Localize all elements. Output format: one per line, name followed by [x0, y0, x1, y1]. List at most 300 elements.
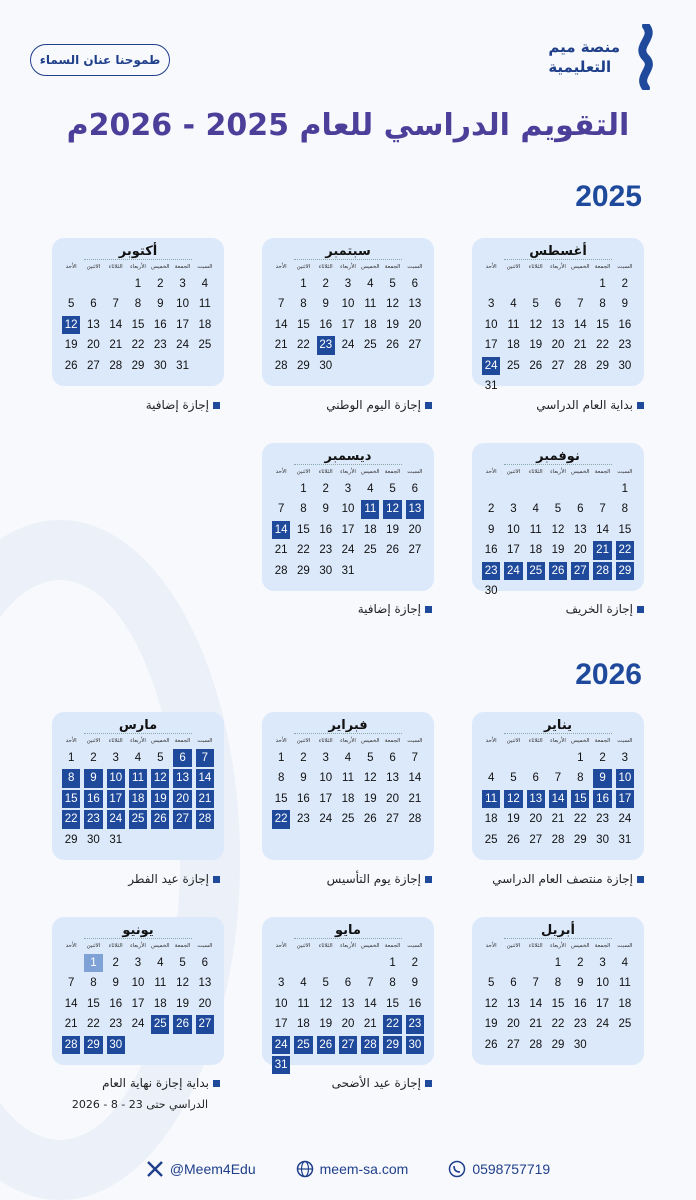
day-empty [294, 1056, 312, 1074]
day-cell: 20 [573, 544, 587, 557]
day-cell: 28 [593, 562, 611, 580]
weekday-label: الأربعاء [340, 738, 356, 744]
day-cell: 10 [596, 977, 609, 990]
day-cell: 3 [344, 483, 352, 495]
day-cell: 7 [411, 752, 419, 764]
day-cell: 21 [363, 1018, 377, 1031]
day-cell: 11 [297, 997, 310, 1010]
day-cell: 8 [389, 977, 396, 990]
weekday-label: الثلاثاء [528, 738, 543, 744]
day-empty [129, 831, 147, 849]
day-cell: 29 [297, 564, 310, 577]
day-cell: 25 [294, 1036, 312, 1054]
day-cell: 3 [510, 503, 517, 516]
day-cell: 19 [386, 318, 399, 331]
day-cell: 15 [87, 997, 100, 1010]
legend-text: إجازة إضافية [145, 398, 209, 412]
day-cell: 20 [341, 1018, 355, 1031]
day-cell: 21 [593, 541, 611, 559]
day-empty [361, 954, 379, 972]
day-cell: 22 [131, 339, 145, 352]
day-cell: 25 [151, 1015, 169, 1033]
day-cell: 4 [157, 957, 164, 969]
day-cell: 1 [277, 752, 285, 764]
day-cell: 15 [596, 318, 609, 331]
day-cell: 17 [484, 339, 498, 352]
month-name: أبريل [504, 923, 612, 939]
day-cell: 29 [131, 359, 145, 372]
day-empty [196, 1036, 214, 1054]
day-empty [383, 1056, 401, 1074]
legend-text: بداية إجازة نهاية العام [102, 1076, 209, 1090]
day-cell: 31 [176, 359, 189, 372]
day-cell: 11 [198, 298, 211, 311]
day-cell: 16 [593, 790, 611, 808]
day-cell: 18 [484, 813, 498, 826]
month-card-apr [472, 917, 644, 1065]
day-cell: 1 [599, 278, 606, 290]
legend-marker [213, 1080, 220, 1087]
days-grid [480, 953, 636, 1055]
month-card-aug [472, 238, 644, 392]
day-cell: 17 [616, 790, 634, 808]
legend-text: إجازة يوم التأسيس [326, 872, 421, 886]
day-cell: 3 [344, 278, 352, 290]
weekday-label: الجمعة [594, 738, 611, 744]
legend-sep [326, 398, 432, 412]
day-cell: 22 [616, 541, 634, 559]
weekday-label: الثلاثاء [108, 943, 123, 949]
day-empty [616, 1036, 634, 1054]
days-grid [270, 274, 426, 376]
day-cell: 9 [487, 523, 495, 536]
day-cell: 18 [363, 318, 377, 331]
day-cell: 30 [573, 1038, 587, 1051]
day-cell: 24 [482, 357, 500, 375]
day-cell: 26 [363, 813, 377, 826]
weekday-header [270, 262, 426, 272]
legend-text: إجازة الخريف [565, 602, 633, 616]
day-cell: 19 [64, 339, 78, 352]
day-cell: 27 [571, 562, 589, 580]
day-empty [317, 1056, 335, 1074]
day-cell: 4 [134, 752, 142, 764]
day-cell: 6 [411, 483, 419, 495]
legend-marker [425, 1080, 432, 1087]
day-cell: 20 [173, 790, 191, 808]
day-cell: 2 [322, 278, 329, 290]
day-cell: 18 [529, 544, 543, 557]
day-cell: 11 [364, 298, 377, 311]
day-cell: 27 [173, 810, 191, 828]
day-empty [527, 275, 545, 293]
day-empty [527, 480, 545, 498]
day-cell: 22 [383, 1015, 401, 1033]
weekday-label: الثلاثاء [318, 943, 333, 949]
day-cell: 23 [573, 1018, 587, 1031]
day-cell: 21 [573, 339, 587, 352]
weekday-label: الثلاثاء [528, 264, 543, 270]
day-cell: 15 [131, 318, 145, 331]
day-cell: 18 [297, 1018, 310, 1031]
day-cell: 13 [341, 997, 355, 1010]
day-cell: 10 [176, 298, 189, 311]
weekday-label: الثلاثاء [318, 469, 333, 475]
day-cell: 5 [510, 772, 517, 785]
day-cell: 29 [551, 1038, 565, 1051]
legend-oct [146, 398, 220, 412]
day-cell: 14 [363, 997, 377, 1010]
day-cell: 14 [274, 318, 288, 331]
day-cell: 7 [532, 977, 539, 990]
day-cell: 27 [529, 833, 543, 846]
day-cell: 4 [532, 503, 539, 516]
weekday-label: السبت [407, 943, 423, 949]
day-cell: 7 [277, 298, 285, 311]
day-cell: 31 [484, 379, 498, 392]
day-cell: 9 [411, 977, 419, 990]
day-cell: 19 [551, 544, 565, 557]
day-cell: 17 [107, 790, 125, 808]
day-cell: 10 [131, 977, 145, 990]
weekday-label: السبت [617, 738, 633, 744]
day-cell: 17 [274, 1018, 288, 1031]
weekday-header [60, 941, 216, 951]
legend-nov [566, 602, 644, 616]
day-cell: 6 [510, 977, 517, 990]
day-empty [272, 480, 290, 498]
day-empty [527, 377, 545, 395]
day-cell: 27 [339, 1036, 357, 1054]
weekday-label: الثلاثاء [108, 738, 123, 744]
weekday-label: الخميس [570, 738, 590, 744]
weekday-label: الأربعاء [550, 738, 566, 744]
day-empty [482, 749, 500, 767]
brand-line-1: منصة ميم [548, 38, 620, 56]
day-cell: 6 [173, 749, 191, 767]
footer-site[interactable] [296, 1160, 409, 1178]
day-cell: 10 [319, 772, 333, 785]
day-cell: 5 [157, 752, 164, 764]
day-cell: 24 [341, 339, 355, 352]
day-cell: 19 [529, 339, 543, 352]
day-cell: 19 [319, 1018, 333, 1031]
day-cell: 24 [596, 1018, 609, 1031]
day-cell: 20 [386, 792, 399, 805]
day-empty [272, 954, 290, 972]
day-empty [151, 1036, 169, 1054]
days-grid [60, 274, 216, 376]
day-cell: 13 [173, 769, 191, 787]
day-cell: 16 [109, 997, 123, 1010]
day-cell: 12 [386, 298, 399, 311]
day-cell: 19 [386, 523, 399, 536]
brand-line-2: التعليمية [548, 58, 612, 76]
day-empty [549, 275, 567, 293]
day-cell: 26 [173, 1015, 191, 1033]
day-cell: 17 [341, 523, 355, 536]
day-cell: 21 [64, 1018, 78, 1031]
day-cell: 31 [109, 833, 123, 846]
weekday-label: الخميس [360, 469, 380, 475]
day-cell: 31 [341, 564, 355, 577]
day-empty [482, 275, 500, 293]
day-cell: 18 [129, 790, 147, 808]
day-cell: 8 [134, 298, 142, 311]
day-cell: 15 [297, 523, 310, 536]
weekday-label: السبت [197, 738, 213, 744]
day-cell: 30 [153, 359, 167, 372]
day-empty [593, 1036, 611, 1054]
day-cell: 16 [408, 997, 422, 1010]
day-empty [339, 357, 357, 375]
day-cell: 10 [274, 997, 288, 1010]
day-cell: 17 [507, 544, 520, 557]
month-name: أغسطس [504, 244, 612, 260]
day-cell: 1 [554, 957, 562, 969]
day-cell: 19 [507, 813, 520, 826]
weekday-label: الأربعاء [130, 264, 146, 270]
month-card-nov [472, 443, 644, 597]
globe-icon [296, 1160, 314, 1178]
day-cell: 7 [577, 298, 584, 311]
day-cell: 23 [153, 339, 167, 352]
day-cell: 25 [341, 813, 355, 826]
legend-marker [425, 606, 432, 613]
legend-aug [536, 398, 644, 412]
weekday-label: الاثنين [86, 943, 101, 949]
day-cell: 11 [482, 790, 500, 808]
day-cell: 17 [319, 792, 333, 805]
day-empty [129, 1036, 147, 1054]
legend-marker [213, 876, 220, 883]
weekday-header [60, 262, 216, 272]
day-cell: 30 [618, 359, 632, 372]
weekday-header [480, 467, 636, 477]
day-cell: 20 [87, 339, 100, 352]
day-cell: 21 [551, 813, 565, 826]
day-cell: 11 [154, 977, 167, 990]
day-cell: 27 [507, 1038, 520, 1051]
day-cell: 11 [361, 500, 379, 518]
day-empty [383, 562, 401, 580]
day-cell: 6 [532, 772, 539, 785]
day-cell: 14 [573, 318, 587, 331]
footer-x[interactable] [146, 1160, 256, 1178]
day-cell: 12 [504, 790, 522, 808]
day-cell: 22 [551, 1018, 565, 1031]
day-cell: 27 [551, 359, 565, 372]
day-cell: 4 [367, 278, 374, 290]
day-empty [616, 377, 634, 395]
day-empty [504, 480, 522, 498]
day-cell: 27 [196, 1015, 214, 1033]
weekday-label: السبت [617, 264, 633, 270]
weekday-label: الخميس [570, 264, 590, 270]
day-empty [527, 749, 545, 767]
month-card-feb [262, 712, 434, 860]
day-cell: 16 [297, 792, 310, 805]
day-cell: 8 [621, 503, 629, 516]
day-cell: 5 [389, 483, 396, 495]
day-cell: 11 [129, 769, 147, 787]
day-empty [504, 954, 522, 972]
brand-logo-icon [626, 24, 666, 90]
month-card-oct [52, 238, 224, 386]
day-cell: 21 [274, 544, 288, 557]
days-grid [270, 953, 426, 1075]
weekday-header [60, 736, 216, 746]
month-card-jan [472, 712, 644, 860]
day-empty [196, 831, 214, 849]
day-cell: 23 [596, 813, 609, 826]
day-cell: 30 [484, 584, 498, 597]
site-url: meem-sa.com [319, 1161, 409, 1177]
day-cell: 19 [484, 1018, 498, 1031]
days-grid [270, 479, 426, 581]
day-cell: 18 [507, 339, 520, 352]
day-cell: 30 [319, 564, 333, 577]
days-grid [480, 274, 636, 396]
day-cell: 15 [62, 790, 80, 808]
month-name: ديسمبر [294, 449, 402, 465]
day-cell: 11 [618, 977, 631, 990]
day-cell: 3 [487, 298, 495, 311]
day-empty [571, 377, 589, 395]
day-cell: 5 [554, 503, 562, 516]
month-card-dec [262, 443, 434, 591]
month-name: مارس [84, 718, 192, 734]
day-empty [504, 377, 522, 395]
day-empty [173, 1036, 191, 1054]
day-cell: 18 [341, 792, 355, 805]
day-cell: 13 [198, 977, 212, 990]
day-cell: 23 [297, 813, 310, 826]
day-cell: 3 [277, 977, 285, 990]
day-cell: 17 [341, 318, 355, 331]
day-cell: 7 [367, 977, 374, 990]
weekday-label: الأربعاء [550, 264, 566, 270]
day-cell: 24 [131, 1018, 145, 1031]
day-cell: 16 [153, 318, 167, 331]
day-cell: 4 [510, 298, 517, 311]
weekday-label: الأحد [485, 469, 497, 475]
weekday-header [270, 941, 426, 951]
day-cell: 2 [112, 957, 119, 969]
weekday-label: الأربعاء [550, 943, 566, 949]
legend-marker [637, 876, 644, 883]
weekday-label: الأحد [65, 738, 77, 744]
brand [548, 24, 666, 90]
day-cell: 25 [198, 339, 212, 352]
day-cell: 24 [618, 813, 632, 826]
month-name: سبتمبر [294, 244, 402, 260]
day-cell: 11 [342, 772, 354, 785]
days-grid [60, 748, 216, 850]
weekday-label: الأربعاء [130, 943, 146, 949]
legend-may [332, 1076, 432, 1090]
weekday-label: الثلاثاء [318, 738, 333, 744]
day-empty [406, 357, 424, 375]
day-cell: 23 [319, 544, 333, 557]
day-cell: 19 [151, 790, 169, 808]
day-cell: 10 [341, 503, 355, 516]
day-cell: 22 [87, 1018, 100, 1031]
day-cell: 17 [131, 997, 145, 1010]
weekday-label: السبت [617, 943, 633, 949]
day-cell: 9 [157, 298, 164, 311]
day-cell: 10 [107, 769, 125, 787]
day-cell: 3 [599, 957, 606, 969]
day-cell: 6 [344, 977, 352, 990]
day-cell: 8 [300, 298, 307, 311]
day-cell: 25 [363, 544, 377, 557]
day-cell: 6 [90, 298, 97, 311]
weekday-label: الجمعة [384, 943, 401, 949]
day-cell: 16 [319, 318, 333, 331]
footer-phone[interactable] [448, 1160, 550, 1178]
weekday-header [270, 467, 426, 477]
day-cell: 30 [319, 359, 333, 372]
day-cell: 5 [179, 957, 186, 969]
day-cell: 7 [277, 503, 285, 516]
day-empty [383, 357, 401, 375]
day-cell: 6 [201, 957, 209, 969]
day-cell: 26 [507, 833, 520, 846]
day-cell: 9 [84, 769, 102, 787]
brand-name [548, 37, 620, 77]
month-name: يناير [504, 718, 612, 734]
day-empty [549, 582, 567, 600]
day-empty [62, 275, 80, 293]
day-cell: 19 [363, 792, 377, 805]
day-cell: 4 [201, 278, 209, 290]
day-cell: 3 [112, 752, 119, 764]
day-cell: 1 [389, 957, 396, 969]
day-cell: 24 [504, 562, 522, 580]
day-cell: 2 [157, 278, 164, 290]
day-cell: 13 [507, 997, 520, 1010]
day-cell: 23 [317, 336, 335, 354]
day-cell: 3 [134, 957, 142, 969]
day-cell: 1 [84, 954, 102, 972]
weekday-label: الجمعة [384, 469, 401, 475]
day-cell: 25 [129, 810, 147, 828]
day-cell: 5 [367, 752, 374, 764]
legend-text: إجازة إضافية [357, 602, 421, 616]
day-cell: 7 [554, 772, 562, 785]
x-icon [146, 1160, 164, 1178]
day-empty [571, 275, 589, 293]
weekday-label: الجمعة [174, 943, 191, 949]
weekday-label: الجمعة [174, 738, 191, 744]
day-cell: 4 [300, 977, 307, 990]
weekday-label: الخميس [570, 943, 590, 949]
day-cell: 27 [87, 359, 100, 372]
day-cell: 8 [90, 977, 97, 990]
legend-marker [213, 402, 220, 409]
day-empty [549, 749, 567, 767]
day-cell: 9 [593, 769, 611, 787]
weekday-label: الاثنين [506, 738, 521, 744]
day-cell: 18 [198, 318, 212, 331]
footer [0, 1160, 696, 1178]
day-cell: 26 [317, 1036, 335, 1054]
day-empty [504, 582, 522, 600]
day-cell: 16 [319, 523, 333, 536]
day-cell: 23 [482, 562, 500, 580]
weekday-label: الأحد [485, 264, 497, 270]
